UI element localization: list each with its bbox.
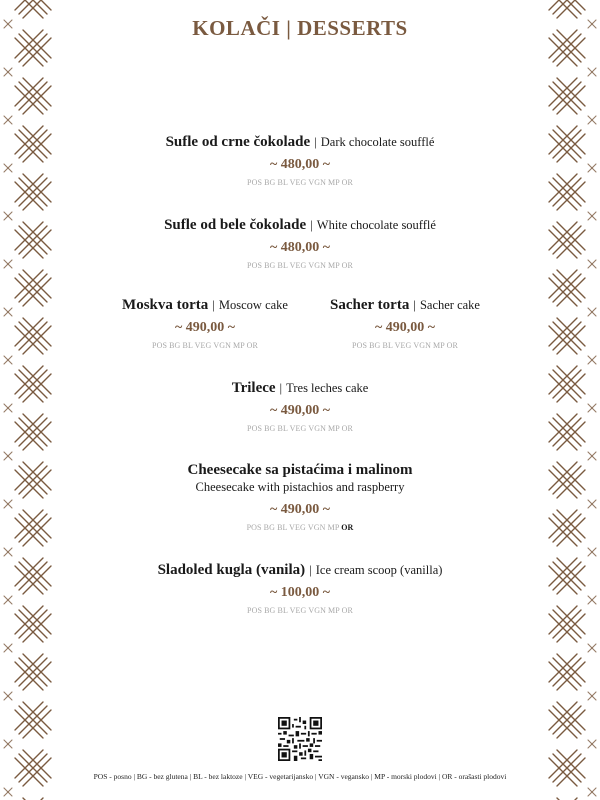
item-price: ~ 480,00 ~	[269, 157, 331, 172]
item-tags: POS BG BL VEG VGN MP OR	[247, 424, 353, 433]
item-english-name: White chocolate soufflé	[316, 218, 436, 232]
item-name: Sladoled kugla (vanila)	[157, 562, 306, 578]
item-separator: |	[279, 380, 283, 395]
item-separator: |	[309, 562, 312, 577]
page-title: KOLAČI | DESSERTS	[192, 16, 408, 40]
item-separator: |	[212, 297, 215, 312]
item-name: Trilece	[231, 380, 276, 396]
item-english-name: Moscow cake	[218, 298, 288, 312]
item-price: ~ 490,00 ~	[269, 403, 331, 418]
item-price: ~ 490,00 ~	[374, 320, 436, 335]
menu-item	[100, 461, 500, 532]
item-tags: POS BG BL VEG VGN MP OR	[247, 178, 353, 187]
menu-item	[100, 216, 500, 270]
item-separator: |	[314, 134, 317, 149]
right-decorative-border	[530, 0, 600, 800]
item-english-name: Sacher cake	[419, 298, 480, 312]
item-price: ~ 490,00 ~	[174, 320, 236, 335]
item-price: ~ 100,00 ~	[269, 585, 331, 600]
item-name: Cheesecake sa pistaćima i malinom	[187, 462, 413, 478]
item-tags: POS BG BL VEG VGN MP OR	[152, 341, 258, 350]
menu-item	[100, 296, 310, 350]
item-english-name: Ice cream scoop (vanilla)	[315, 563, 443, 577]
legend-footer: POS - posno | BG - bez glutena | BL - bez laktoze | VEG - vegetarijansko | VGN - vegansko | MP - morski plodovi | OR - orašasti plodovi	[93, 772, 507, 781]
item-tags: POS BG BL VEG VGN MP OR	[247, 606, 353, 615]
qr-code[interactable]	[278, 717, 322, 761]
item-name: Moskva torta	[122, 297, 209, 313]
item-price: ~ 480,00 ~	[269, 240, 331, 255]
item-name: Sacher torta	[330, 297, 410, 313]
pattern-icon	[0, 0, 70, 800]
item-name: Sufle od bele čokolade	[164, 217, 307, 233]
left-decorative-border	[0, 0, 70, 800]
pattern-icon	[530, 0, 600, 800]
item-english-name: Dark chocolate soufflé	[320, 135, 435, 149]
item-english-name: Cheesecake with pistachios and raspberry	[195, 480, 405, 494]
item-tags: POS BG BL VEG VGN MP OR	[247, 261, 353, 270]
menu-item	[100, 379, 500, 433]
item-price: ~ 490,00 ~	[269, 502, 331, 517]
menu-item	[300, 296, 510, 350]
item-tag-highlight: OR	[341, 523, 354, 532]
item-english-name: Tres leches cake	[286, 381, 369, 395]
menu-item	[100, 561, 500, 615]
item-tags: POS BG BL VEG VGN MP	[246, 523, 340, 532]
item-tags: POS BG BL VEG VGN MP OR	[352, 341, 458, 350]
menu-item	[100, 133, 500, 187]
item-separator: |	[413, 297, 416, 312]
item-name: Sufle od crne čokolade	[165, 134, 311, 150]
item-separator: |	[310, 217, 313, 232]
qr-code-icon	[278, 717, 322, 761]
